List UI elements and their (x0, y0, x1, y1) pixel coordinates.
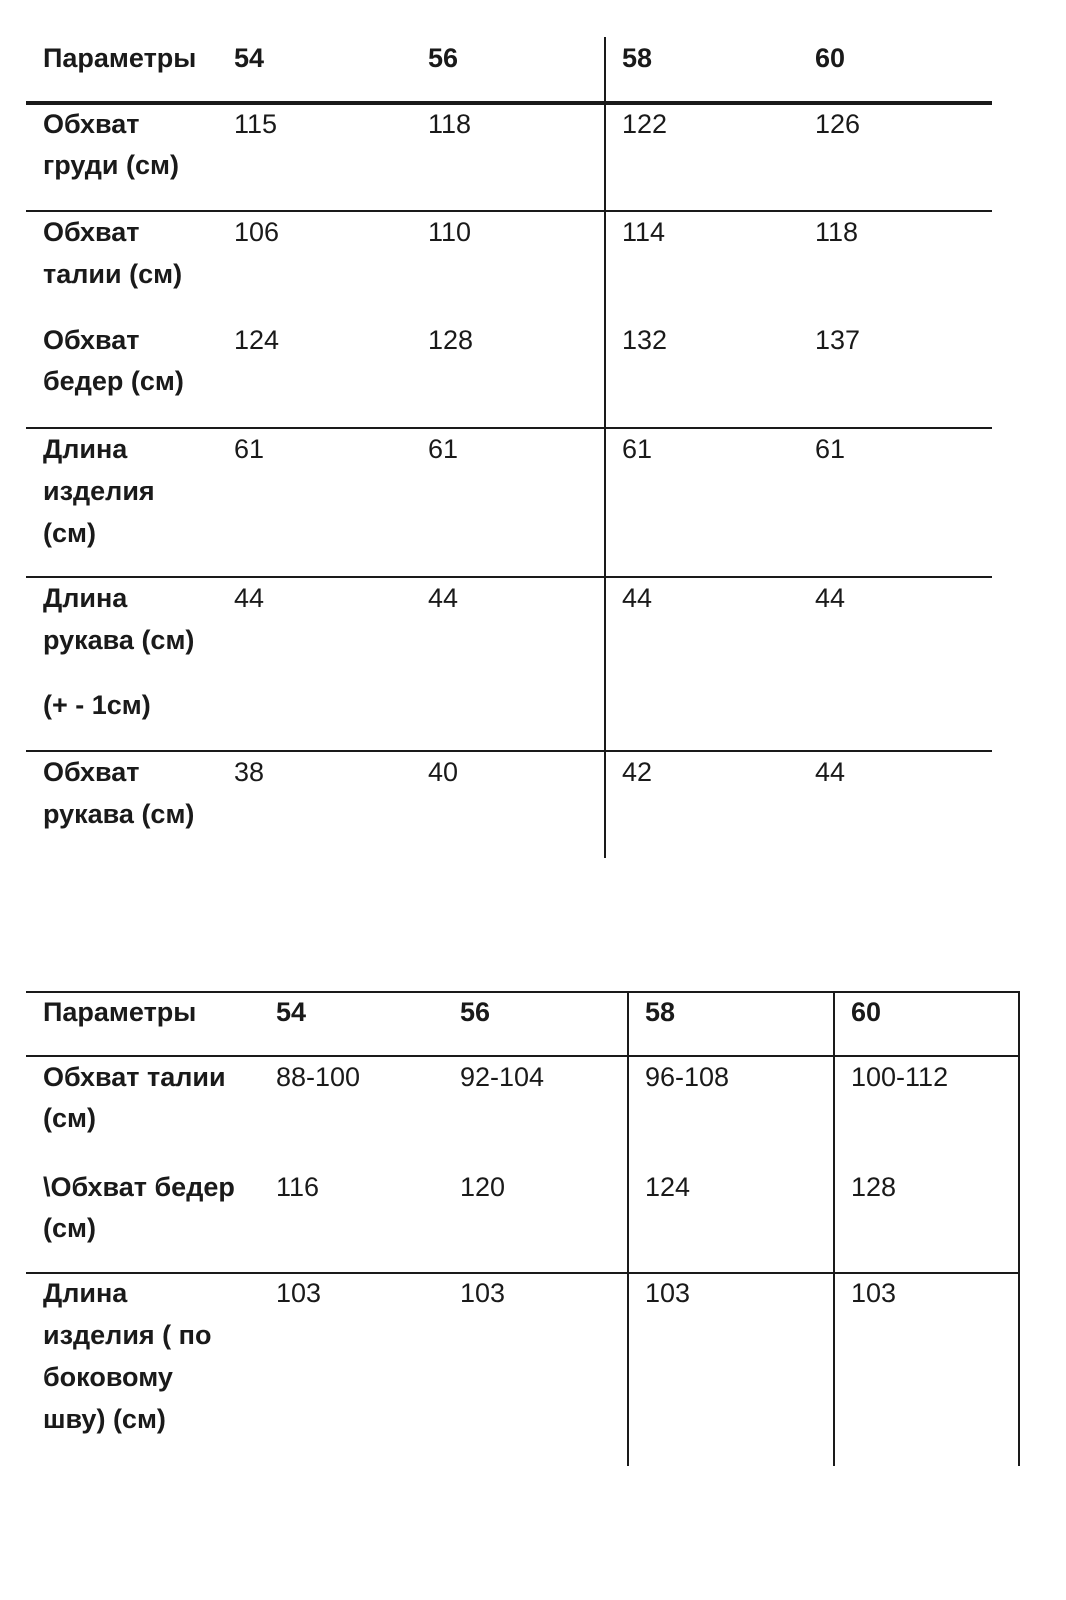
cell-value: 61 (815, 434, 846, 464)
row-label-line: шву) (см) (43, 1404, 166, 1434)
cell-value: 128 (428, 325, 474, 355)
row-label-line: Обхват (43, 217, 140, 247)
row-label-line: рукава (см) (43, 799, 195, 829)
table2-header-size-54: 54 (276, 997, 307, 1027)
row-label-line: рукава (см) (43, 625, 195, 655)
cell-value: 106 (234, 217, 280, 247)
cell-value: 114 (622, 217, 666, 247)
cell-value: 103 (276, 1278, 322, 1308)
cell-value: 116 (276, 1172, 320, 1202)
cell-value: 103 (460, 1278, 506, 1308)
row-label-line: боковому (43, 1362, 173, 1392)
row-label-line: Обхват (43, 757, 140, 787)
cell-value: 124 (234, 325, 280, 355)
cell-value: 88-100 (276, 1062, 361, 1092)
cell-value: 44 (234, 583, 265, 613)
table2-header-param: Параметры (43, 997, 197, 1027)
table1-header-size-58: 58 (622, 43, 653, 73)
cell-value: 103 (851, 1278, 897, 1308)
row-label-line: Длина (43, 1278, 128, 1308)
cell-value: 124 (645, 1172, 691, 1202)
row-label-line: (см) (43, 1103, 96, 1133)
cell-value: 132 (622, 325, 668, 355)
cell-value: 115 (234, 109, 278, 139)
row-label-line: талии (см) (43, 259, 183, 289)
cell-value: 137 (815, 325, 861, 355)
row-label-line: изделия ( по (43, 1320, 212, 1350)
table1-header-param: Параметры (43, 43, 197, 73)
cell-value: 96-108 (645, 1062, 730, 1092)
cell-value: 44 (622, 583, 653, 613)
cell-value: 120 (460, 1172, 506, 1202)
cell-value: 38 (234, 757, 265, 787)
cell-value: 122 (622, 109, 668, 139)
cell-value: 128 (851, 1172, 897, 1202)
cell-value: 44 (815, 583, 846, 613)
cell-value: 118 (815, 217, 859, 247)
row-label-line: (см) (43, 518, 96, 548)
row-label-line: Обхват (43, 325, 140, 355)
cell-value: 42 (622, 757, 653, 787)
row-label-line: Длина (43, 434, 128, 464)
table1-header-size-56: 56 (428, 43, 459, 73)
table1-header-size-54: 54 (234, 43, 265, 73)
cell-value: 92-104 (460, 1062, 545, 1092)
row-label-line: Обхват (43, 109, 140, 139)
cell-value: 61 (622, 434, 653, 464)
cell-value: 61 (428, 434, 459, 464)
row-label-line: груди (см) (43, 150, 179, 180)
cell-value: 110 (428, 217, 472, 247)
table2-header-size-58: 58 (645, 997, 676, 1027)
cell-value: 40 (428, 757, 459, 787)
cell-value: 118 (428, 109, 472, 139)
cell-value: 44 (428, 583, 459, 613)
row-label-line: Обхват талии (43, 1062, 226, 1092)
cell-value: 44 (815, 757, 846, 787)
cell-value: 126 (815, 109, 861, 139)
cell-value: 61 (234, 434, 265, 464)
cell-value: 100-112 (851, 1062, 949, 1092)
table2-header-size-56: 56 (460, 997, 491, 1027)
row-label-line: \Обхват бедер (43, 1172, 235, 1202)
row-label-line: (см) (43, 1213, 96, 1243)
table1-header-size-60: 60 (815, 43, 846, 73)
row-label-line: изделия (43, 476, 155, 506)
cell-value: 103 (645, 1278, 691, 1308)
row-label-line: бедер (см) (43, 366, 184, 396)
table2-header-size-60: 60 (851, 997, 882, 1027)
row-label-line: (+ - 1см) (43, 690, 151, 720)
row-label-line: Длина (43, 583, 128, 613)
